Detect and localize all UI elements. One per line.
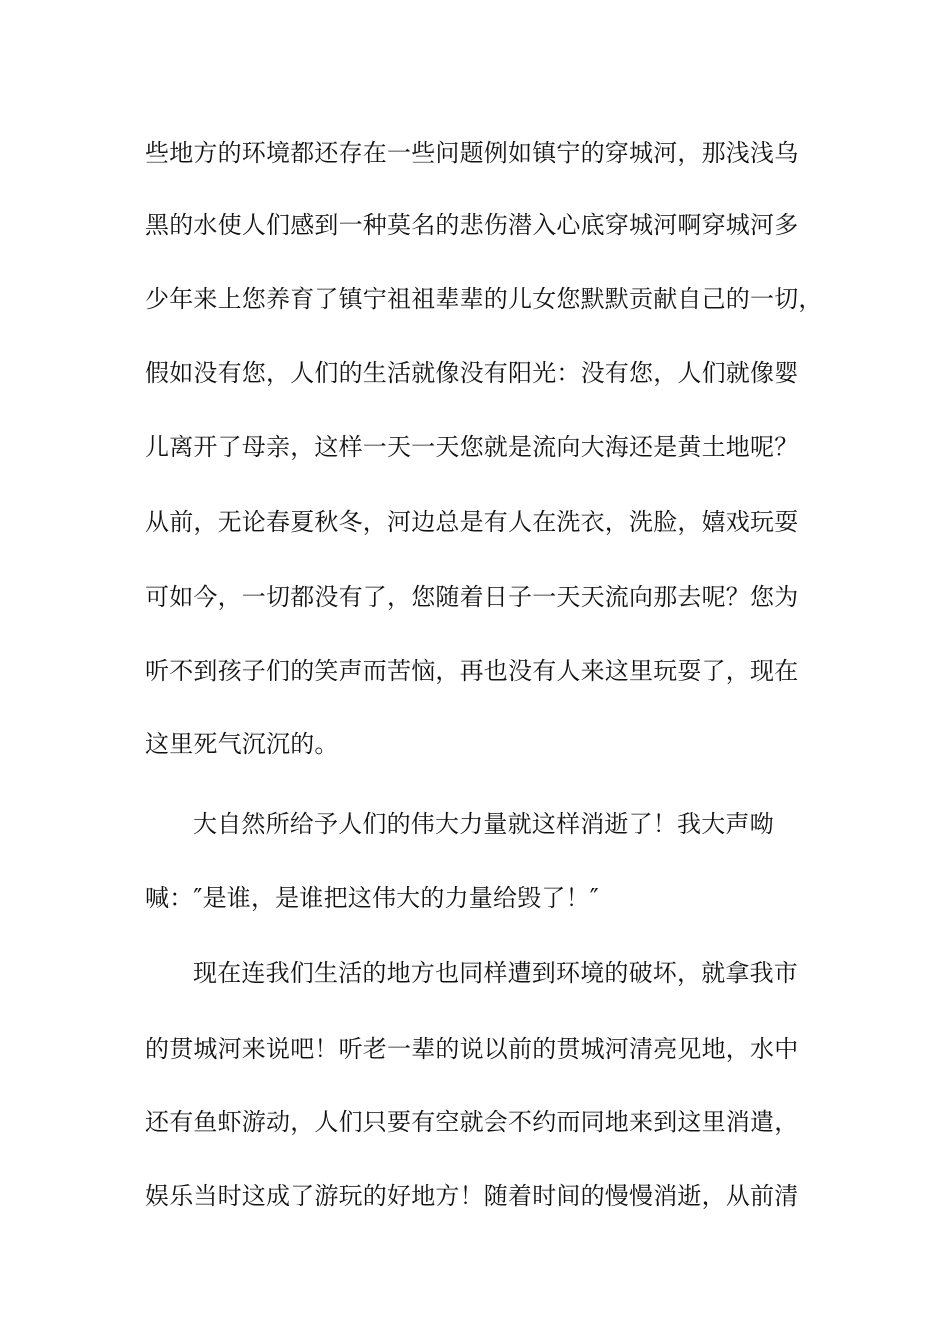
text-line: 的贯城河来说吧！听老一辈的说以前的贯城河清亮见地，水中 <box>145 1035 799 1063</box>
text-line: 儿离开了母亲，这样一天一天您就是流向大海还是黄土地呢？ <box>145 433 799 461</box>
text-line: 黑的水使人们感到一种莫名的悲伤潜入心底穿城河啊穿城河多 <box>145 211 799 239</box>
text-line: 少年来上您养育了镇宁祖祖辈辈的儿女您默默贡献自己的一切， <box>145 285 823 313</box>
text-line: 些地方的环境都还存在一些问题例如镇宁的穿城河，那浅浅乌 <box>145 139 799 167</box>
text-line: 假如没有您，人们的生活就像没有阳光：没有您，人们就像婴 <box>145 359 799 387</box>
text-line: 还有鱼虾游动，人们只要有空就会不约而同地来到这里消遣， <box>145 1108 799 1136</box>
text-line: 喊：″是谁，是谁把这伟大的力量给毁了！″ <box>145 884 599 912</box>
text-line: 从前，无论春夏秋冬，河边总是有人在洗衣，洗脸，嬉戏玩耍 <box>145 508 799 536</box>
text-line: 娱乐当时这成了游玩的好地方！随着时间的慢慢消逝，从前清 <box>145 1182 799 1210</box>
text-line: 可如今，一切都没有了，您随着日子一天天流向那去呢？您为 <box>145 583 799 611</box>
text-line: 大自然所给予人们的伟大力量就这样消逝了！我大声呦 <box>193 810 774 838</box>
text-line: 现在连我们生活的地方也同样遭到环境的破坏，就拿我市 <box>193 959 798 987</box>
text-line: 这里死气沉沉的。 <box>145 730 339 758</box>
text-line: 听不到孩子们的笑声而苦恼，再也没有人来这里玩耍了，现在 <box>145 657 799 685</box>
